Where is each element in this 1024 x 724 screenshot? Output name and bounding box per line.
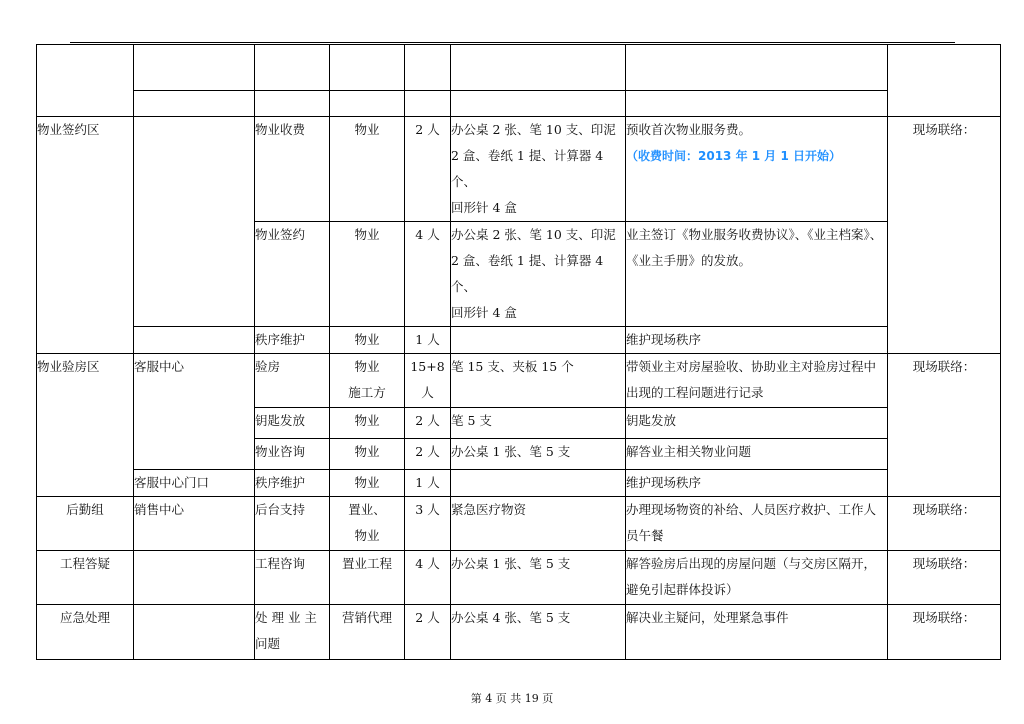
page-footer: 第 4 页 共 19 页 [470, 692, 554, 705]
staff-cell: 物业 [330, 439, 405, 470]
task-cell: 验房 [255, 354, 330, 408]
area-cell: 后勤组 [37, 497, 134, 551]
count-cell: 2 人 [405, 439, 451, 470]
desc-cell: 解决业主疑问，处理紧急事件 [626, 605, 888, 660]
task-cell: 秩序维护 [255, 327, 330, 354]
desc-cell: 解答业主相关物业问题 [626, 439, 888, 470]
items-cell: 紧急医疗物资 [451, 497, 626, 551]
area-cell: 物业签约区 [37, 117, 134, 354]
items-cell [451, 327, 626, 354]
staff-cell: 物业 施工方 [330, 354, 405, 408]
items-cell: 办公桌 1 张、笔 5 支 [451, 439, 626, 470]
items-cell: 办公桌 2 张、笔 10 支、印泥 2 盒、卷纸 1 提、计算器 4 个、 回形针 4 盒 [451, 117, 626, 222]
empty-cell [451, 91, 626, 117]
desc-cell: 业主签订《物业服务收费协议》、《业主档案》、 《业主手册》的发放。 [626, 222, 888, 327]
desc-cell: 预收首次物业服务费。 （收费时间：2013 年 1 月 1 日开始） [626, 117, 888, 222]
empty-cell [626, 91, 888, 117]
count-cell: 2 人 [405, 408, 451, 439]
empty-cell [255, 45, 330, 91]
task-cell: 物业咨询 [255, 439, 330, 470]
contact-cell: 现场联络： [888, 551, 1001, 605]
count-cell: 4 人 [405, 222, 451, 327]
task-cell: 钥匙发放 [255, 408, 330, 439]
desc-cell: 钥匙发放 [626, 408, 888, 439]
task-cell: 处 理 业 主 问题 [255, 605, 330, 660]
staff-cell: 物业 [330, 408, 405, 439]
fee-date-note: （收费时间：2013 年 1 月 1 日开始） [626, 149, 841, 163]
contact-cell: 现场联络： [888, 117, 1001, 354]
task-cell: 秩序维护 [255, 470, 330, 497]
task-cell: 后台支持 [255, 497, 330, 551]
items-cell: 办公桌 2 张、笔 10 支、印泥 2 盒、卷纸 1 提、计算器 4 个、 回形针 4 盒 [451, 222, 626, 327]
empty-cell [451, 45, 626, 91]
empty-cell [626, 45, 888, 91]
desc-cell: 办理现场物资的补给、人员医疗救护、工作人 员午餐 [626, 497, 888, 551]
desc-cell: 带领业主对房屋验收、协助业主对验房过程中 出现的工程问题进行记录 [626, 354, 888, 408]
count-cell: 4 人 [405, 551, 451, 605]
count-cell: 1 人 [405, 470, 451, 497]
location-cell [134, 117, 255, 327]
table-row [37, 497, 1001, 551]
empty-cell [330, 45, 405, 91]
location-cell [134, 327, 255, 354]
desc-cell: 维护现场秩序 [626, 470, 888, 497]
count-cell: 3 人 [405, 497, 451, 551]
table-row [37, 327, 1001, 354]
location-cell: 客服中心 [134, 354, 255, 470]
empty-cell [134, 45, 255, 91]
count-cell: 15+8 人 [405, 354, 451, 408]
staff-cell: 营销代理 [330, 605, 405, 660]
staff-cell: 物业 [330, 470, 405, 497]
empty-cell [134, 91, 255, 117]
items-cell: 笔 15 支、夹板 15 个 [451, 354, 626, 408]
table-row [37, 117, 1001, 222]
table-row [37, 45, 1001, 91]
area-cell: 应急处理 [37, 605, 134, 660]
header-rule [70, 42, 955, 43]
task-cell: 物业签约 [255, 222, 330, 327]
staff-cell: 置业、 物业 [330, 497, 405, 551]
desc-cell: 解答验房后出现的房屋问题（与交房区隔开， 避免引起群体投诉） [626, 551, 888, 605]
contact-cell: 现场联络： [888, 605, 1001, 660]
empty-cell [255, 91, 330, 117]
items-cell: 办公桌 1 张、笔 5 支 [451, 551, 626, 605]
empty-cell [405, 45, 451, 91]
empty-cell [405, 91, 451, 117]
items-cell: 办公桌 4 张、笔 5 支 [451, 605, 626, 660]
count-cell: 2 人 [405, 117, 451, 222]
staff-cell: 物业 [330, 117, 405, 222]
contact-cell: 现场联络： [888, 497, 1001, 551]
empty-cell [888, 45, 1001, 117]
empty-cell [37, 45, 134, 117]
desc-cell: 维护现场秩序 [626, 327, 888, 354]
location-cell: 销售中心 [134, 497, 255, 551]
table-row [37, 91, 1001, 117]
schedule-table [36, 44, 1001, 660]
table-row [37, 354, 1001, 408]
empty-cell [330, 91, 405, 117]
task-cell: 工程咨询 [255, 551, 330, 605]
items-cell: 笔 5 支 [451, 408, 626, 439]
area-cell: 物业验房区 [37, 354, 134, 497]
staff-cell: 物业 [330, 222, 405, 327]
staff-cell: 置业工程 [330, 551, 405, 605]
contact-cell: 现场联络： [888, 354, 1001, 497]
task-cell: 物业收费 [255, 117, 330, 222]
location-cell [134, 551, 255, 605]
items-cell [451, 470, 626, 497]
table-row [37, 470, 1001, 497]
table-row [37, 605, 1001, 660]
location-cell: 客服中心门口 [134, 470, 255, 497]
count-cell: 2 人 [405, 605, 451, 660]
staff-cell: 物业 [330, 327, 405, 354]
area-cell: 工程答疑 [37, 551, 134, 605]
count-cell: 1 人 [405, 327, 451, 354]
location-cell [134, 605, 255, 660]
table-row [37, 551, 1001, 605]
